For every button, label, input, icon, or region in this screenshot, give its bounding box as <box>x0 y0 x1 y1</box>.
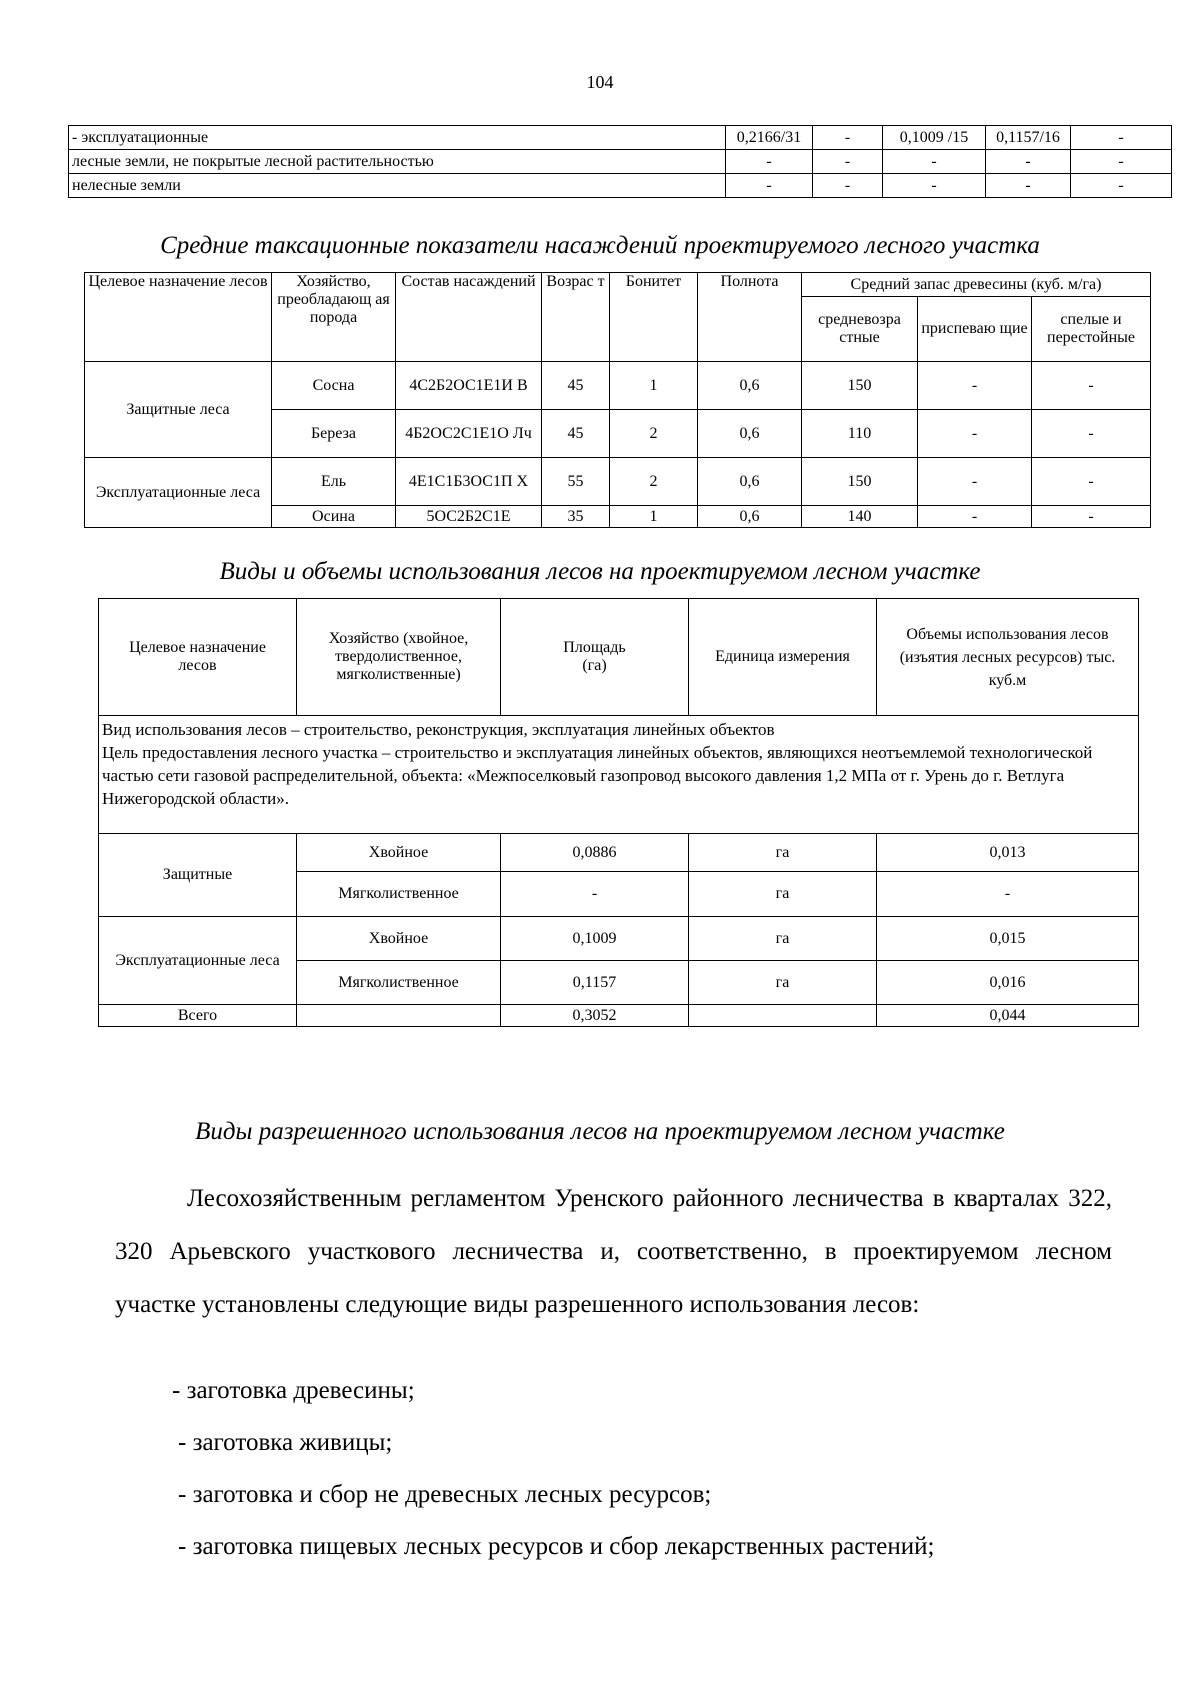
table-row <box>69 150 1172 174</box>
stock-mid-cell: 150 <box>802 362 918 410</box>
header-stock-ripening: приспеваю щие <box>918 297 1032 362</box>
table-row <box>99 716 1139 834</box>
table-cell: - <box>813 126 883 150</box>
table-cell: - <box>726 174 813 198</box>
header-purpose: Целевое назначение лесов <box>85 273 272 362</box>
stock-mid-cell: 110 <box>802 410 918 458</box>
table-cell: - <box>883 150 986 174</box>
farm-cell: Хвойное <box>297 834 501 872</box>
table-cell: - <box>986 174 1071 198</box>
age-cell: 55 <box>542 458 610 506</box>
header-composition: Состав насаждений <box>396 273 542 362</box>
density-cell: 0,6 <box>698 410 802 458</box>
species-cell: Ель <box>272 458 396 506</box>
farm-cell: Хвойное <box>297 917 501 961</box>
unit-cell: га <box>689 917 877 961</box>
density-cell: 0,6 <box>698 506 802 528</box>
row-label: - эксплуатационные <box>69 126 726 150</box>
species-cell: Осина <box>272 506 396 528</box>
header-stock-ripe: спелые и перестойные <box>1032 297 1151 362</box>
farm-cell: Мягколиственное <box>297 872 501 917</box>
header-row <box>99 599 1139 716</box>
bullet-item: - заготовка пищевых лесных ресурсов и сбор лекарственных растений; <box>178 1533 935 1560</box>
stock-ripe-cell: - <box>1032 458 1151 506</box>
table-cell: 0,2166/31 <box>726 126 813 150</box>
area-cell: - <box>501 872 689 917</box>
total-unit-cell <box>689 1005 877 1027</box>
taxation-table <box>84 272 1151 528</box>
stock-ripening-cell: - <box>918 458 1032 506</box>
row-label: нелесные земли <box>69 174 726 198</box>
row-label: лесные земли, не покрытые лесной растительностью <box>69 150 726 174</box>
age-cell: 45 <box>542 362 610 410</box>
land-category-table <box>68 125 1172 198</box>
stock-ripening-cell: - <box>918 410 1032 458</box>
area-cell: 0,0886 <box>501 834 689 872</box>
area-cell: 0,1157 <box>501 961 689 1005</box>
stock-ripening-cell: - <box>918 506 1032 528</box>
header-row <box>85 273 1151 297</box>
regulation-paragraph: Лесохозяйственным регламентом Уренского районного лесничества в кварталах 322, 320 Арьевского участкового лесничества и, соответственно, в проектируемом лесном участке установлены следующие виды разрешенного использования лесов: <box>115 1185 1112 1318</box>
farm-cell: Мягколиственное <box>297 961 501 1005</box>
composition-cell: 4Е1С1Б3ОС1П Х <box>396 458 542 506</box>
table-cell: - <box>726 150 813 174</box>
table-cell: - <box>813 174 883 198</box>
stock-ripe-cell: - <box>1032 506 1151 528</box>
species-cell: Сосна <box>272 362 396 410</box>
stock-ripening-cell: - <box>918 362 1032 410</box>
stock-ripe-cell: - <box>1032 410 1151 458</box>
table-cell: - <box>986 150 1071 174</box>
header-farm: Хозяйство (хвойное, твердолиственное, мягколиственные) <box>297 599 501 716</box>
age-cell: 35 <box>542 506 610 528</box>
stock-ripe-cell: - <box>1032 362 1151 410</box>
group-purpose: Защитные <box>99 834 297 917</box>
bullet-item: - заготовка живицы; <box>178 1429 393 1456</box>
table-cell: - <box>1071 174 1172 198</box>
usage-description <box>99 716 1139 834</box>
header-volume: Объемы использования лесов (изъятия лесных ресурсов) тыс. куб.м <box>877 599 1139 716</box>
bonitet-cell: 2 <box>610 410 698 458</box>
total-label: Всего <box>99 1005 297 1027</box>
density-cell: 0,6 <box>698 362 802 410</box>
area-cell: 0,1009 <box>501 917 689 961</box>
density-cell: 0,6 <box>698 458 802 506</box>
stock-mid-cell: 150 <box>802 458 918 506</box>
table-row <box>85 362 1151 410</box>
composition-cell: 5ОС2Б2С1Е <box>396 506 542 528</box>
table-cell: - <box>883 174 986 198</box>
header-area: Площадь (га) <box>501 599 689 716</box>
composition-cell: 4С2Б2ОС1Е1И В <box>396 362 542 410</box>
header-unit: Единица измерения <box>689 599 877 716</box>
table-cell: 0,1009 /15 <box>883 126 986 150</box>
table-row <box>69 174 1172 198</box>
total-area: 0,3052 <box>501 1005 689 1027</box>
bonitet-cell: 1 <box>610 362 698 410</box>
table-row <box>69 126 1172 150</box>
table-row <box>99 834 1139 872</box>
header-age: Возрас т <box>542 273 610 362</box>
bullet-item: - заготовка и сбор не древесных лесных ресурсов; <box>178 1481 712 1508</box>
group-purpose: Защитные леса <box>85 362 272 458</box>
group-purpose: Эксплуатационные леса <box>99 917 297 1005</box>
permitted-use-caption: Виды разрешенного использования лесов на проектируемом лесном участке <box>195 1118 1005 1145</box>
total-volume: 0,044 <box>877 1005 1139 1027</box>
table-cell: - <box>1071 150 1172 174</box>
composition-cell: 4Б2ОС2С1Е1О Лч <box>396 410 542 458</box>
goal-text: Цель предоставления лесного участка – строительство и эксплуатация линейных объектов, являющихся неотъемлемой технологической частью сети газовой распределительной, объекта: «Межпоселковый газопровод высокого давления 1,2 МПа от г. Урень до г. Ветлуга Нижегородской области». <box>102 743 1093 808</box>
header-stock-mid: средневозра стные <box>802 297 918 362</box>
unit-cell: га <box>689 961 877 1005</box>
bullet-item: - заготовка древесины; <box>172 1377 415 1404</box>
header-farm: Хозяйство, преобладающ ая порода <box>272 273 396 362</box>
species-cell: Береза <box>272 410 396 458</box>
bonitet-cell: 1 <box>610 506 698 528</box>
bonitet-cell: 2 <box>610 458 698 506</box>
stock-mid-cell: 140 <box>802 506 918 528</box>
taxation-table-caption: Средние таксационные показатели насаждений проектируемого лесного участка <box>160 232 1040 259</box>
total-farm-cell <box>297 1005 501 1027</box>
page-number: 104 <box>586 72 614 92</box>
volume-cell: 0,016 <box>877 961 1139 1005</box>
volume-cell: 0,013 <box>877 834 1139 872</box>
use-type-text: Вид использования лесов – строительство, реконструкция, эксплуатация линейных объектов <box>102 720 775 739</box>
table-row <box>99 917 1139 961</box>
volume-cell: 0,015 <box>877 917 1139 961</box>
table-cell: - <box>1071 126 1172 150</box>
header-bonitet: Бонитет <box>610 273 698 362</box>
age-cell: 45 <box>542 410 610 458</box>
table-cell: - <box>813 150 883 174</box>
usage-table-caption: Виды и объемы использования лесов на проектируемом лесном участке <box>219 558 981 585</box>
header-purpose: Целевое назначение лесов <box>99 599 297 716</box>
header-stock: Средний запас древесины (куб. м/га) <box>802 273 1151 297</box>
usage-volume-table <box>98 598 1139 1027</box>
header-density: Полнота <box>698 273 802 362</box>
group-purpose: Эксплуатационные леса <box>85 458 272 528</box>
table-cell: 0,1157/16 <box>986 126 1071 150</box>
total-row <box>99 1005 1139 1027</box>
unit-cell: га <box>689 872 877 917</box>
unit-cell: га <box>689 834 877 872</box>
table-row <box>85 458 1151 506</box>
volume-cell: - <box>877 872 1139 917</box>
